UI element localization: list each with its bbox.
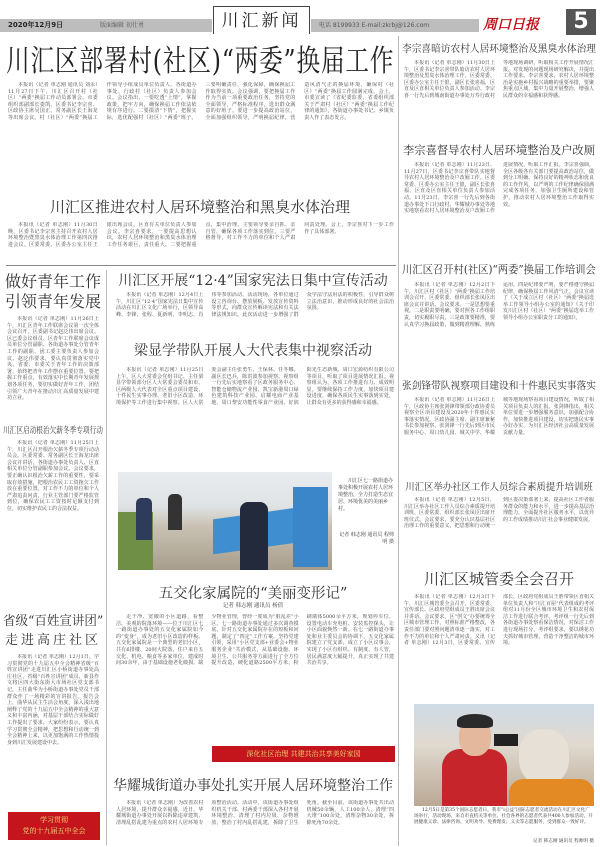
xuanjiang-headline	[3, 612, 103, 650]
worker-figure	[136, 498, 152, 540]
governance-banner: 深化社区治理 共建共治共享美好家园	[212, 746, 395, 762]
huayao-body: 本报讯（记者 单志刚）为改善农村人居环境，提升群众幸福感，近日，华耀城街道办事处开展以拆除违章建筑、清理乱搭乱建为重点的农村人居环境专项整治活动。活动中，该街道办事处组织机关干部、村两委干部深入各村开展环境整治，清理了村内垃圾、杂物堆放，整治了村内乱搭乱建，拆除了卫生死角。截至目前，该街道办事处共出动机械50余辆，人工100余人，清理“四大堆”100余处，清理杂物30余处，拆除死角70余处。	[116, 800, 394, 826]
header-bar-left	[0, 19, 212, 32]
wujiaohua-body: 走干净、宽敞的小区道路，看整洁、美观的院落环境——位于川汇区七一路街道办事处的五交化家属院如今的“变身”，成为老旧小区改造的样板。五交化家属院是一个典型的老旧小区，共有6排楼、20间大院落，住户来自五交化、机电、粮食等多家单位，建成时间30余年，由于基础设施老化破损、缺少物业管理，曾经一度成为“脏乱差”小区。七一路街道办事处通过多次调查摸底，针对五交化家属院存在的短板和问题，制定了“四定”工作方案，坚持党建引领，采用“小区党支部+业委会+物业服务企业”共治模式，从基础设施、环境卫生、公共服务等方面进行了全方位提升改造，硬化道路2500平方米，粉刷墙体5000余平方米，规划停车位、设置电动车充电桩、安装监控探头，让小区面貌焕然一新。在七一路街道办事处和业主委员会的协调下，五交化家属院建立了党支部，成立了小区议事会，实现了小区有组织、有制度、有人管，居民满意度大幅提升，真正实现了共建共治共享。	[116, 614, 394, 667]
r3-headline: 川汇区召开村(社区)“两委”换届工作培训会	[402, 263, 596, 276]
youth-headline	[3, 272, 103, 312]
r5-body: 本报讯（记者 单志刚）12月5日，川汇区举办社区工作人员综合素质提升培训班，区委常委、组织部长张凤臣出席开班仪式。会议要求，要充分认识基层社区治理工作的重要意义，把思想和行动统一到区委决策部署上来，提高社区工作者服务群众的能力和水平，进一步提高基层治理能力，全面提升社区服务水平，以优异的工作成绩推动川汇社会事业健康发展。	[404, 497, 594, 530]
cleanup-photo-caption: 川汇区七一路街道办事处积极开展农村人居环境整治，全力打造生态宜居、环境优美的美丽乡村。	[338, 478, 394, 512]
elder-jacket	[509, 779, 594, 806]
wage-body: 本报讯（记者 单志刚）11月25日上午，川汇区召开根治欠薪冬季专项行动动员会。区委常委、常务副区长王海龙出席会议并讲话，各街道办事处负责人、区直相关单位分管副职参加会议。会议要求，要正确认识根治欠薪工作的重要性，要采取有效措施，把根治农民工工资拖欠工作放在重要位置，对工作不力的单位和个人严肃追责问责，行业主管部门要严格监管到位，确保农民工工资按时足额支付到位，切实维护农民工的合法权益。	[7, 440, 99, 512]
lead-headline: 川汇区部署村(社区)“两委”换届工作	[6, 44, 395, 79]
issue-date: 2020年12月9日	[8, 21, 64, 29]
study-banner-line2: 党的十九届五中全会	[22, 827, 86, 835]
truck-cab	[293, 487, 328, 567]
youth-headline-line2: 引领青年发展	[4, 292, 101, 311]
study-banner-line1: 学习贯彻	[40, 816, 68, 824]
divider	[6, 265, 396, 266]
r5-headline: 川汇区举办社区工作人员综合素质提升培训班	[405, 482, 593, 493]
r2-body: 本报讯（记者 单志刚）11月23日、11月27日，区委书记李宗喜带队实地督导农村人居环境整治及户改厕工作。区委常委、区委办公室主任王银，副区长张喜福，区直及区直相关单位负责人参加活动。11月23日，李宗喜一行先后到各街道办事处下口行政村、华耀城办事处等地实地察看农村人居环境整治及户改厕工作进展情况，听取工作汇报。李宗喜强调，全区各级各有关部门要提高政治站位，做到分工明确、保持良好的精神状态和优良的工作作风，以严明的工作纪律确保圆满完成各项任务，加强卫生厕所建设和管护，推动农村人居环境整治工作取得实效。	[404, 162, 594, 215]
column-divider	[398, 36, 399, 846]
page-number: 5	[566, 9, 596, 35]
r6-headline: 川汇区城管委全会召开	[423, 570, 574, 588]
newspaper-logo: 周口日报	[483, 17, 539, 33]
study-banner	[8, 812, 100, 840]
elder-head	[519, 729, 569, 785]
r1-body: 本报讯（记者 单志刚）11月30日上午，区委书记李宗喜带队暗访农村人居环境整治及黑臭水体治理工作，区委常委、区委办公室主任王银，副区长张喜福，区直及区直相关单位负责人参加活动。李宗喜一行先后到城南街道办事处万寿行政村等地现场调研，听取相关工作开展情况汇报，对发现的问题现场研究解决，并提出工作要求。李宗喜要求，农村人居环境整治是实施乡村振兴战略的重要举措，要聚焦重点区域，集中力量开展整治，增强人民群众的幸福感和获得感。	[404, 60, 594, 99]
worker-figure	[168, 494, 182, 530]
r4-body: 本报讯（记者 单志刚）11月26日上午，区政协主席张剑锋带领部分政协委员视察全区项目建设及2020年十件惠民实事落实情况。区政协副主席、副主席兼秘书长参加视察。张剑锋一行先后到区市民服务中心、周口幼儿园、城关中学、华耀城等地现场察看项目建设情况，听取了相关项目负责人的汇报。张剑锋指出，相关单位要进一步增强服务意识，加强配合协作，加快推进项目建设，切实把惠民实事办好办实，为川汇区经济社会高质量发展贡献力量。	[404, 397, 594, 436]
huayao-headline: 华耀城街道办事处扎实开展人居环境整治工作	[113, 778, 393, 794]
r3-body: 本报讯（记者 单志刚）12月2日下午，川汇区村（社区）“两委”换届工作培训会召开，区委常委、组织部长张凤臣出席会议并讲话。会议要求，一是思想要重视，二是职责要明确，要对照各工作组职责，切实履职尽责，三是政策要精准，要认真学习换届政策，做到精准理解、熟练运用，四是纪律要严明，要严格遵守换届纪律，确保换届工作风清气正。会议宣读了《关于成立区村（社区）“两委”换届选举工作领导小组办公室的通知》《关于印发川汇区村（社区）“两委”换届选举工作领导小组办公室职责分工的通知》。	[404, 282, 594, 328]
volunteer-photo-caption: 12月5日是第35个国际志愿者日。我市“i公益”国际志愿者交流活动在川汇区文化广场举行，活动现场，来自市直机关等单位、社会各界的志愿者代表共400人参加活动，开展健康义诊、法律咨询、文明劝导、免费理发、义卖等志愿服务，受到群众一致好评。	[414, 808, 593, 825]
wujiaohua-byline: 记者 韩志刚 通讯员 杨倩	[222, 603, 284, 609]
law-headline: 川汇区开展“12·4”国家宪法日集中宣传活动	[118, 273, 388, 289]
volunteer-vest	[442, 749, 507, 806]
r1-headline: 李宗喜暗访农村人居环境整治及黑臭水体治理	[402, 43, 596, 55]
r4-headline: 张剑锋带队视察项目建设和十件惠民实事落实	[402, 380, 596, 392]
push-headline: 川汇区推进农村人居环境整治和黑臭水体治理	[49, 198, 350, 216]
lead-body: 本报讯（记者 单志刚 通讯员 刘永）11月27日下午，川汇区召开村（社区）“两委”换届工作动员部署会。市委组织部副部长娄凯、区委书记李宗喜、区政协主席吴国正、常务副区长王海龙等出席会议。村（社区）“两委”换届工作领导小组成员单位负责人、各街道办事处、行政村（社区）负责人参加会议。会议指出，一要吃透“上情”，掌握政策，把牢方向，确保换届工作依法依规有序进行。二要摸清“下情”，把握实际，选优配强村（社区）“两委”班子。三要明确责任，强化保障，确保换届工作取得实效。会议强调，要把换届工作作为当前一项重要政治任务，坚持党的全面领导，严格标准程序，选出群众满意的好班子。要进一步提高政治站位，全面加强组织领导，严明换届纪律，营造风清气正的换届环境，确保村（社区）“两委”换届工作圆满完成。会上，市委宣读了《省纪委监委、省委组织部关于严肃村（社区）“两委”换届工作纪律的通知》，各街道办事处书记、乡镇负责人作了表态发言。	[8, 82, 394, 121]
wujiaohua-headline: 五交化家属院的“美丽变形记”	[158, 586, 348, 602]
youth-body: 本报讯（记者 单志刚）11月26日上午，川汇区青年工作联席会议第一次全体会议召开，区委副书记赵泛伟出席会议。区已委会议组员、区青年工作联席会议成员单位分管副职、各街道办事处分管青年工作的副职、团工委主要负责人参加会议。赵泛伟要求，要认真贯彻落实党中央、省委、市委关于青年工作的决策部署，始终把青年工作摆在重要位置。要把握工作重点，有效落实中长期青年发展规划各项任务，要切实做好青年工作，团结引领广大青年在推动川汇高质量发展中建功立业。	[7, 316, 99, 402]
cleanup-photo	[118, 472, 332, 570]
volunteer-photo	[414, 704, 594, 806]
section-title: 川汇新闻	[213, 6, 310, 34]
wage-headline: 川汇区启动根治欠薪冬季专项行动	[3, 426, 103, 436]
npc-headline: 梁显学带队开展人大代表集中视察活动	[134, 343, 372, 359]
youth-headline-line1: 做好青年工作	[4, 272, 101, 291]
contact-info: 电话 8199933 E-mail:zkrbj@126.com	[311, 19, 479, 32]
law-body: 本报讯（记者 单志刚）12月4日上午，川汇区“12·4”国家宪法日集中宣传活动在川汇区文化广场举行，区领导高峰、李锋、张程、夏新明、李明志、肖伟等参加活动。活动现场，各单位通过设立咨询台、摆放展板、发放宣传资料等形式，向群众宣传解读宪法和有关法律法规知识。此次活动进一步增强了群众学法守法用法的积极性，引导群众树立法治意识，推动形成良好的社会法治氛围。	[116, 292, 394, 318]
column-divider	[106, 270, 107, 845]
editor-credit: 版面编辑 初仕勇	[100, 22, 144, 29]
worker-figure	[240, 502, 268, 570]
npc-body: 本报讯（记者 单志刚）11月25日上午，区人大常委会党组书记、主任梁显学带领部分区人大常委会委员和市、区两级人大代表对全区重点项目建设、十件民生实事办理、老旧小区改造、环境保护等工作进行集中视察。区人大常委会副主任张勇生、王保林、任冬娜，副区长巴兵，陈洪波参加视察。视察组一行先后实地察看了区政务服务中心、智能仓储物流产业园、凯宝新港周口绿色建筑科技产业园、启耀电商产业基地、周口黎安功能性零食产业园、好润阳光生态新城、周口宏源纺织有限公司等项目，听取了项目进展情况汇报。视察组认为，各项工作推进有力、成效明显。要继续保持工作力度，加快项目建设进度，确保各项民生实事落到实处，让群众有更多的获得感和幸福感。	[116, 367, 394, 406]
xuanjiang-headline-line2: 走进高庄社区	[4, 633, 101, 648]
r6-body: 本报讯（记者 单志刚）12月3日下午，川汇区城管委全会召开，区委常委、宣传部长、区政府党组成员王胜出席会议并讲话。会议要求，区“创文”办要统筹全区城市管理工作，对照标准严格整改，各责任部门要对照问题清单逐一落实，对工作不力的单位和个人严肃问责。又讯（记者 单志刚）12月3日，区委常委、宣传部长、区政府党组成员王胜带领区直相关单位负责人和“川汇百屋”代表组成的考评组对11月份全区城市环境卫生和农村保洁工作进行联合考评。考评组一行先后到各街道办事处察看保洁情况，对保洁工作进行现场打分。考评组要求，要以绣花功夫抓好城市管理，营造干净整洁的城市环境。	[404, 594, 594, 647]
xuanjiang-body: 本报讯（记者 单志刚）12月1日，学习贯彻党的十九届五中全会精神省级“百姓宣讲团”走进川汇区小桥街道办事处高庄社区，省级“百姓宣讲团”成员、新县作文将区四大街东街大市场社区党支部书记，主任曲华为小桥街道办事处党员干部群众作了一场精彩的宣讲报告。报告会上，曲华从民主生活会角度，深入浅出地阐释了党的十九届五中全会精神的重大意义和丰富内涵，对基层干部结合实际做好工作提出了要求。大家纷纷表示，要认真学习贯彻全会精神，把思想和行动统一到全会精神上来，以更加饱满的工作热情投身到川汇发展建设中去。	[7, 654, 99, 746]
xuanjiang-headline-line1: 省级“百姓宣讲团”	[3, 614, 104, 629]
cleanup-photo-credit: 记者 韩志刚 通讯员 程帅明 摄	[339, 532, 394, 545]
push-body: 本报讯（记者 单志刚）11月30日晚，区委书记李宗喜主持召开农村人居环境整治暨黑臭水体治理工作第四次推进会议。区委常委、区委办公室主任王银出席会议，区直有关单位负责人参加会议。李宗喜要求，一要提高思想认识，农村人居环境整治和黑臭水体治理工作任务艰巨，责任重大。二要把握重点，集中治理，主要领导要亲自抓、亲自管，确保各项工作落实到位。三要严格督导，对工作不力的单位和个人严肃问责处理。会上，李宗喜对下一步工作作了具体部署。	[8, 222, 394, 248]
volunteer-hair	[457, 714, 493, 728]
r2-headline: 李宗喜督导农村人居环境整治及户改厕	[402, 144, 596, 157]
volunteer-photo-credit: 记者 韩志刚 通讯员 程帅明 摄	[533, 839, 594, 844]
eye-scope	[494, 734, 518, 746]
